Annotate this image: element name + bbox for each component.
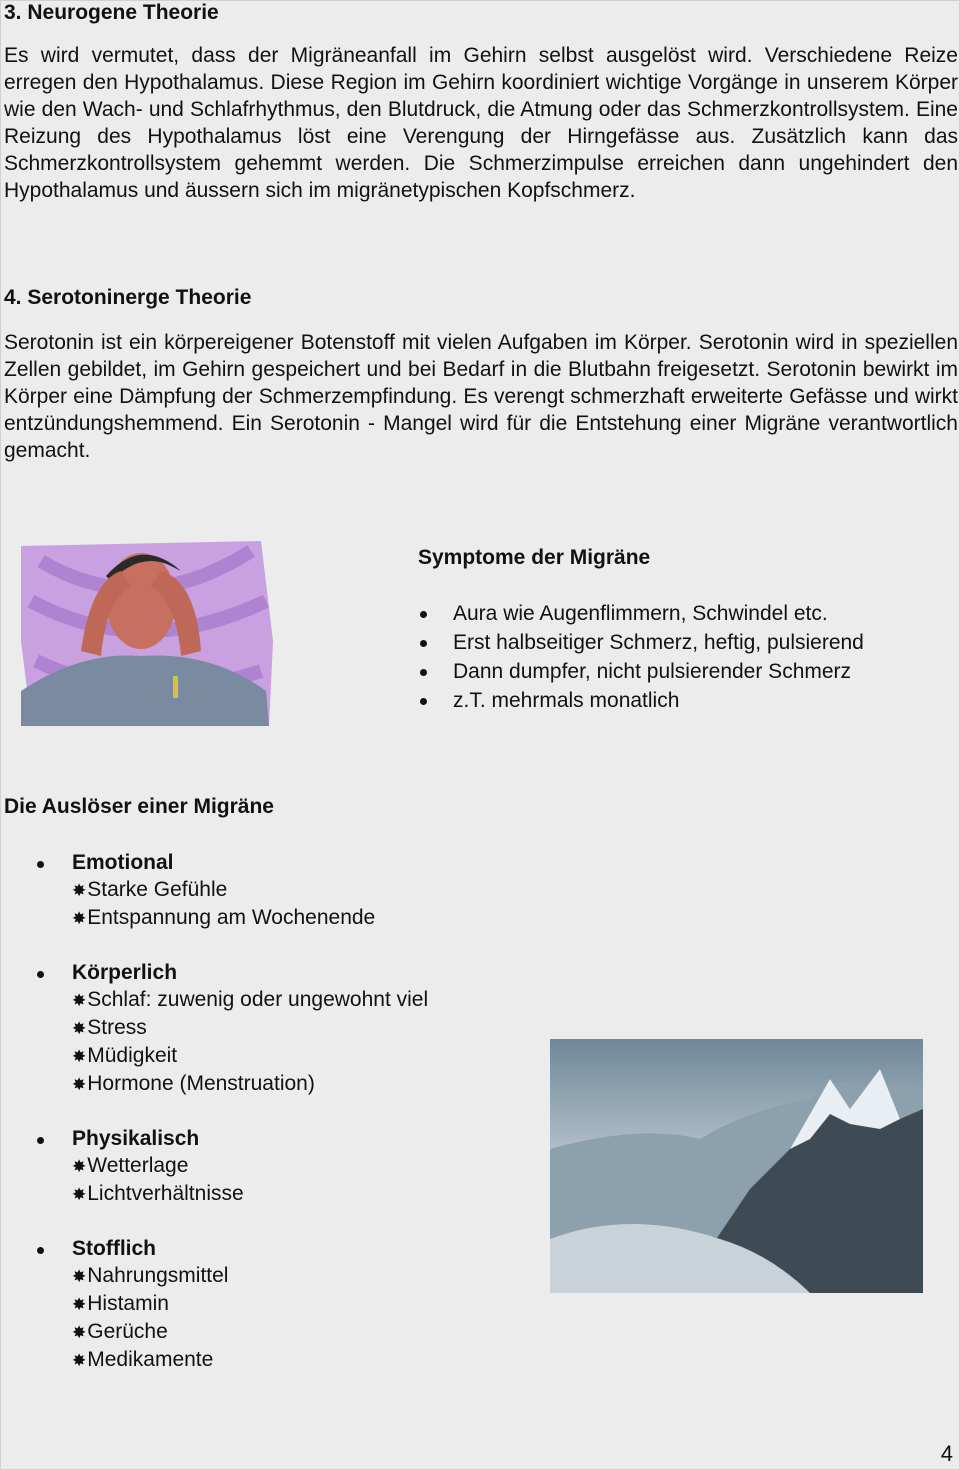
list-item: ✸Schlaf: zuwenig oder ungewohnt viel	[72, 988, 429, 1011]
list-item: ✸Gerüche	[72, 1320, 168, 1343]
list-item: ✸Entspannung am Wochenende	[72, 906, 376, 929]
category-name: Physikalisch	[72, 1127, 200, 1150]
star-bullet-icon: ✸	[72, 1047, 87, 1066]
star-bullet-icon: ✸	[72, 1019, 87, 1038]
trigger-category	[1, 1125, 428, 1208]
star-bullet-icon: ✸	[72, 1157, 87, 1176]
triggers-title: Die Auslöser einer Migräne	[4, 795, 274, 818]
category-name: Körperlich	[72, 961, 178, 984]
star-bullet-icon: ✸	[72, 1295, 87, 1314]
symptoms-title: Symptome der Migräne	[418, 546, 651, 569]
star-bullet-icon: ✸	[72, 1351, 87, 1370]
list-item: ✸Müdigkeit	[72, 1044, 178, 1067]
list-item: ✸Medikamente	[72, 1348, 214, 1371]
section-4-title: 4. Serotoninerge Theorie	[4, 286, 252, 309]
page-number: 4	[940, 1441, 953, 1466]
headache-man-illustration	[21, 541, 273, 726]
section-3-title: 3. Neurogene Theorie	[4, 1, 219, 24]
list-item: ✸Hormone (Menstruation)	[72, 1072, 315, 1095]
list-item: ✸Stress	[72, 1016, 147, 1039]
list-item: ✸Nahrungsmittel	[72, 1264, 229, 1287]
list-item: ✸Wetterlage	[72, 1154, 189, 1177]
star-bullet-icon: ✸	[72, 881, 87, 900]
section-4-text: Serotonin ist ein körpereigener Botenstoff mit vielen Aufgaben im Körper. Serotonin wird in speziellen Zellen gebildet, im Gehirn gespeichert und bei Bedarf in die Blutbahn freigesetzt. Serotonin bewirkt im Körper eine Dämpfung der Schmerzempfindung. Es verengt schmerzhaft erweiterte Gefässe und wirkt entzündungshemmend. Ein Serotonin - Mangel wird für die Entstehung einer Migräne verantwortlich gemacht.	[4, 331, 958, 462]
trigger-category	[1, 849, 428, 932]
trigger-category	[1, 959, 428, 1098]
list-item: ✸Starke Gefühle	[72, 878, 228, 901]
star-bullet-icon: ✸	[72, 991, 87, 1010]
category-name: Emotional	[72, 851, 174, 874]
section-3-text: Es wird vermutet, dass der Migräneanfall im Gehirn selbst ausgelöst wird. Verschiedene Reize erregen den Hypothalamus. Diese Region im Gehirn koordiniert wichtige Vorgänge in unserem Körper wie den Wach- und Schlafrhythmus, den Blutdruck, die Atmung oder das Schmerzkontrollsystem. Eine Reizung des Hypothalamus löst eine Verengung der Hirngefässe aus. Zusätzlich kann das Schmerzkontrollsystem gehemmt werden. Die Schmerzimpulse erreichen dann ungehindert den Hypothalamus und äussern sich im migränetypischen Kopfschmerz.	[4, 44, 958, 202]
trigger-category	[1, 1235, 428, 1374]
list-item: z.T. mehrmals monatlich	[418, 686, 864, 715]
star-bullet-icon: ✸	[72, 909, 87, 928]
category-name: Stofflich	[72, 1237, 156, 1260]
list-item: Dann dumpfer, nicht pulsierender Schmerz	[418, 657, 864, 686]
list-item: Erst halbseitiger Schmerz, heftig, pulsierend	[418, 628, 864, 657]
star-bullet-icon: ✸	[72, 1267, 87, 1286]
star-bullet-icon: ✸	[72, 1075, 87, 1094]
list-item: ✸Histamin	[72, 1292, 169, 1315]
mountain-photo	[550, 1039, 923, 1293]
star-bullet-icon: ✸	[72, 1185, 87, 1204]
list-item: Aura wie Augenflimmern, Schwindel etc.	[418, 599, 864, 628]
list-item: ✸Lichtverhältnisse	[72, 1182, 244, 1205]
symptoms-list	[418, 599, 864, 715]
star-bullet-icon: ✸	[72, 1323, 87, 1342]
triggers-list	[1, 849, 428, 1401]
